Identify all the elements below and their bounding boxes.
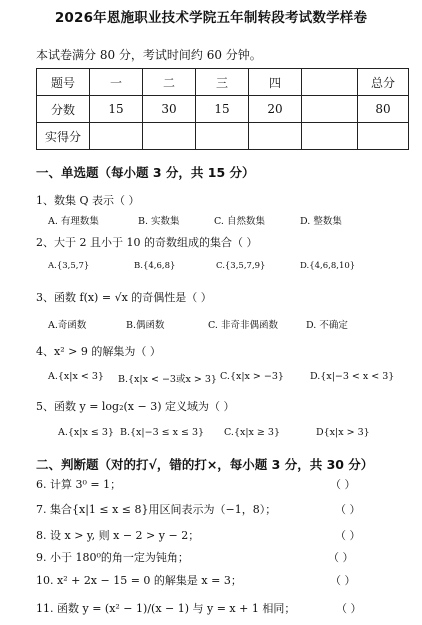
- judgement-item: 8. 设 x > y, 则 x − 2 > y − 2；: [36, 529, 200, 542]
- score-row-label: 实得分: [37, 123, 90, 150]
- score-header-cell: 四: [249, 69, 302, 96]
- judgement-item: 11. 函数 y = (x² − 1)/(x − 1) 与 y = x + 1 相同；: [36, 602, 296, 615]
- score-points-cell: [302, 96, 358, 123]
- question-stem: 1、数集 Q 表示（ ）: [36, 194, 140, 207]
- exam-title: 2026年恩施职业技术学院五年制转段考试数学样卷: [54, 10, 368, 26]
- judgement-item: 6. 计算 3⁰ = 1；: [36, 478, 122, 491]
- option: D. 整数集: [300, 216, 342, 227]
- judgement-item: 9. 小于 180⁰的角一定为钝角；: [36, 551, 189, 564]
- score-points-cell: 15: [90, 96, 143, 123]
- score-blank-cell: [90, 123, 143, 150]
- question-stem: 2、大于 2 且小于 10 的奇数组成的集合（ ）: [36, 236, 258, 249]
- answer-blank[interactable]: （ ）: [335, 529, 361, 542]
- score-blank-cell: [143, 123, 196, 150]
- option: B.偶函数: [126, 320, 165, 331]
- option: B.{4,6,8}: [134, 261, 176, 271]
- exam-intro: 本试卷满分 80 分，考试时间约 60 分钟。: [36, 48, 262, 62]
- option: D.{x|−3 < x < 3}: [310, 371, 395, 382]
- score-actual-row: [37, 123, 409, 150]
- score-table: [36, 68, 409, 150]
- option: C. 自然数集: [214, 216, 265, 227]
- option: D. 不确定: [306, 320, 348, 331]
- option: C.{x|x > −3}: [220, 371, 284, 382]
- judgement-item: 10. x² + 2x − 15 = 0 的解集是 x = 3；: [36, 574, 242, 587]
- option: D.{4,6,8,10}: [300, 261, 356, 271]
- answer-blank[interactable]: （ ）: [330, 478, 356, 491]
- score-points-cell: 15: [196, 96, 249, 123]
- option: B. 实数集: [138, 216, 180, 227]
- answer-blank[interactable]: （ ）: [330, 574, 356, 587]
- option: A.{x|x ≤ 3}: [58, 427, 114, 438]
- answer-blank[interactable]: （ ）: [328, 551, 354, 564]
- question-stem: 5、函数 y = log₂(x − 3) 定义域为（ ）: [36, 400, 235, 413]
- section-heading: 二、判断题（对的打√，错的打×，每小题 3 分，共 30 分）: [36, 457, 374, 472]
- score-points-cell: 30: [143, 96, 196, 123]
- question-stem: 3、函数 f(x) = √x 的奇偶性是（ ）: [36, 291, 212, 304]
- option: A.{3,5,7}: [48, 261, 90, 271]
- score-header-row: [37, 69, 409, 96]
- score-header-cell: 总分: [358, 69, 409, 96]
- option: B.{x|x < −3或x > 3}: [118, 374, 217, 385]
- score-points-row: [37, 96, 409, 123]
- option: B.{x|−3 ≤ x ≤ 3}: [120, 427, 205, 438]
- score-row-label: 分数: [37, 96, 90, 123]
- option: A.奇函数: [48, 320, 87, 331]
- score-points-cell: 80: [358, 96, 409, 123]
- option: D{x|x > 3}: [316, 427, 370, 438]
- score-header-cell: 题号: [37, 69, 90, 96]
- answer-blank[interactable]: （ ）: [335, 503, 361, 516]
- option: A. 有理数集: [48, 216, 99, 227]
- score-header-cell: 二: [143, 69, 196, 96]
- answer-blank[interactable]: （ ）: [336, 602, 362, 615]
- score-header-cell: 一: [90, 69, 143, 96]
- score-blank-cell: [302, 123, 358, 150]
- option: C.{x|x ≥ 3}: [224, 427, 280, 438]
- section-heading: 一、单选题（每小题 3 分，共 15 分）: [36, 165, 255, 180]
- score-header-cell: 三: [196, 69, 249, 96]
- option: C.{3,5,7,9}: [216, 261, 266, 271]
- score-header-cell: [302, 69, 358, 96]
- score-blank-cell: [249, 123, 302, 150]
- question-stem: 4、x² > 9 的解集为（ ）: [36, 345, 161, 358]
- score-points-cell: 20: [249, 96, 302, 123]
- score-blank-cell: [196, 123, 249, 150]
- score-blank-cell: [358, 123, 409, 150]
- judgement-item: 7. 集合{x|1 ≤ x ≤ 8}用区间表示为（−1，8）；: [36, 503, 277, 516]
- option: C. 非奇非偶函数: [208, 320, 278, 331]
- option: A.{x|x < 3}: [48, 371, 104, 382]
